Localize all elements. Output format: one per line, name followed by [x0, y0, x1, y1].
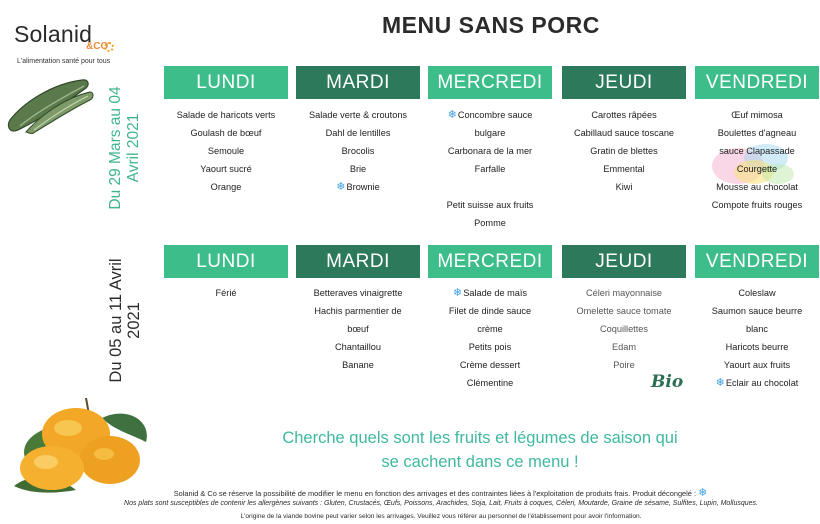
menu-item: Pomme	[474, 218, 506, 228]
week-1-mercredi-menu	[427, 106, 553, 232]
menu-item-frozen: ❄Concombre sauce	[447, 109, 533, 121]
menu-item: sauce Clapassade	[719, 146, 795, 156]
snowflake-icon: ❄	[336, 181, 346, 193]
zucchini-illustration	[4, 76, 94, 134]
week-1-header-mardi: MARDI	[296, 66, 420, 99]
menu-item: Orange	[210, 182, 242, 192]
menu-item: Chantaillou	[335, 342, 381, 352]
menu-item: Haricots beurre	[725, 342, 789, 352]
menu-item: Courgette	[736, 164, 778, 174]
season-message	[230, 426, 730, 474]
menu-item-frozen: ❄Eclair au chocolat	[715, 377, 799, 389]
week-1-lundi-menu	[163, 106, 289, 196]
menu-item: Dahl de lentilles	[325, 128, 391, 138]
menu-item: Céleri mayonnaise	[585, 288, 663, 298]
week-2-header-vendredi: VENDREDI	[695, 245, 819, 278]
menu-item: Férié	[215, 288, 237, 298]
week-2-label-line2: 2021	[125, 302, 143, 339]
menu-item: Gratin de blettes	[590, 146, 658, 156]
page-title: MENU SANS PORC	[382, 12, 600, 38]
menu-item: Farfalle	[474, 164, 506, 174]
brand-logo	[14, 21, 114, 65]
menu-item: Salade verte & croutons	[308, 110, 408, 120]
menu-item: Carbonara de la mer	[447, 146, 533, 156]
menu-item-frozen: ❄Brownie	[336, 181, 380, 193]
menu-item: Coleslaw	[738, 288, 776, 298]
snowflake-icon: ❄	[447, 109, 457, 121]
footer-allergens: Nos plats sont susceptibles de contenir les allergènes suivants : Gluten, Crustacés, Œufs, Poissons, Arachides, Soja, Lait, Fruits à coques, Céleri, Moutarde, Graine de sésame, Sulfites, Lupin, Mollusques.	[124, 500, 758, 507]
menu-item: Boulettes d'agneau	[717, 128, 797, 138]
week-1-header-mercredi: MERCREDI	[428, 66, 552, 99]
sun-icon	[104, 42, 114, 52]
week-1-header-lundi: LUNDI	[164, 66, 288, 99]
menu-item: Kiwi	[615, 182, 633, 192]
week-2-mardi-menu	[295, 284, 421, 374]
week-1-header-vendredi: VENDREDI	[695, 66, 819, 99]
menu-item: Betteraves vinaigrette	[313, 288, 403, 298]
menu-item-frozen: ❄Salade de maïs	[452, 287, 528, 299]
brand-name: Solanid	[14, 21, 93, 47]
menu-item: Goulash de bœuf	[190, 128, 262, 138]
week-1-mardi-menu	[295, 106, 421, 196]
menu-item: crème	[477, 324, 503, 334]
menu-item: Mousse au chocolat	[716, 182, 798, 192]
menu-item: Compote fruits rouges	[711, 200, 803, 210]
menu-item: Emmental	[603, 164, 645, 174]
menu-item: Clémentine	[466, 378, 514, 388]
menu-item: Semoule	[207, 146, 245, 156]
snowflake-icon: ❄	[452, 287, 463, 299]
season-message-line1: Cherche quels sont les fruits et légumes de saison qui	[282, 429, 678, 447]
brand-tagline: L'alimentation santé pour tous	[17, 58, 111, 65]
mango-illustration	[6, 390, 158, 500]
week-1-label-line1: Du 29 Mars au 04	[107, 86, 124, 210]
week-2-jeudi-menu	[561, 284, 687, 374]
menu-item: bulgare	[474, 128, 506, 138]
menu-item: Banane	[342, 360, 374, 370]
menu-item: Omelette sauce tomate	[576, 306, 672, 316]
footer-disclaimer: Solanid & Co se réserve la possibilité de modifier le menu en fonction des arrivages et des contraintes liées à l'exploitation de produits frais. Produit décongelé : ❄	[173, 487, 708, 499]
menu-item: Brie	[349, 164, 367, 174]
week-1-vendredi-menu	[694, 106, 820, 214]
menu-item: Yaourt sucré	[200, 164, 252, 174]
menu-item: Saumon sauce beurre	[711, 306, 803, 316]
week-2-header-jeudi: JEUDI	[562, 245, 686, 278]
menu-item: Poire	[613, 360, 635, 370]
week-2-label-line1: Du 05 au 11 Avril	[107, 258, 125, 383]
snowflake-icon: ❄	[715, 377, 725, 389]
footer-meat-origin: L'origine de la viande bovine peut varier selon les arrivages. Veuillez vous référer au personnel de l'établissement pour avoir l'information.	[240, 513, 642, 520]
brand-co: &CO	[86, 41, 109, 52]
bio-label: Bio	[651, 372, 684, 392]
menu-item: blanc	[746, 324, 768, 334]
menu-item: Edam	[611, 342, 636, 352]
week-2-vendredi-menu	[694, 284, 820, 392]
season-message-line2: se cachent dans ce menu !	[381, 453, 579, 471]
menu-spacer	[427, 178, 553, 196]
menu-item: bœuf	[347, 324, 369, 334]
menu-item: Petits pois	[468, 342, 512, 352]
menu-item: Crème dessert	[459, 360, 521, 370]
snowflake-icon: ❄	[698, 487, 708, 499]
week-1-header-jeudi: JEUDI	[562, 66, 686, 99]
menu-item: Hachis parmentier de	[314, 306, 402, 316]
week-2-lundi-menu	[163, 284, 289, 302]
menu-item: Cabillaud sauce toscane	[573, 128, 675, 138]
menu-item: Carottes râpées	[591, 110, 657, 120]
week-1-label-line2: Avril 2021	[125, 113, 142, 183]
week-1-jeudi-menu	[561, 106, 687, 196]
week-2-header-lundi: LUNDI	[164, 245, 288, 278]
menu-item: Œuf mimosa	[731, 110, 783, 120]
menu-item: Filet de dinde sauce	[448, 306, 532, 316]
menu-item: Brocolis	[341, 146, 375, 156]
week-2-header-mardi: MARDI	[296, 245, 420, 278]
week-2-mercredi-menu	[427, 284, 553, 392]
menu-item: Coquillettes	[599, 324, 648, 334]
menu-item: Yaourt aux fruits	[723, 360, 791, 370]
menu-item: Petit suisse aux fruits	[446, 200, 534, 210]
menu-item: Salade de haricots verts	[176, 110, 276, 120]
week-2-header-mercredi: MERCREDI	[428, 245, 552, 278]
